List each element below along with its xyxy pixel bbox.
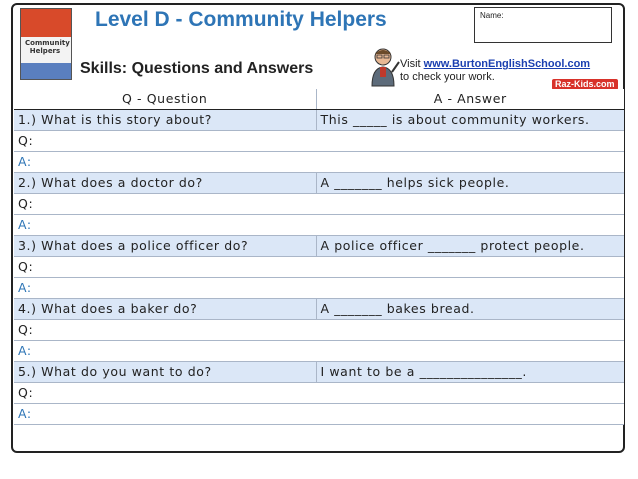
question-row xyxy=(14,172,624,193)
skills-subtitle: Skills: Questions and Answers xyxy=(80,60,314,77)
teacher-mascot-icon xyxy=(366,46,400,88)
visit-suffix: to check your work. xyxy=(400,71,495,83)
thumbnail-title: Community Helpers xyxy=(25,39,70,55)
a-prefix: A: xyxy=(14,403,624,424)
question-row xyxy=(14,235,624,256)
question-cell: 1.) What is this story about? xyxy=(14,109,316,130)
question-row xyxy=(14,109,624,130)
answer-cell: A _______ helps sick people. xyxy=(316,172,624,193)
question-cell: 5.) What do you want to do? xyxy=(14,361,316,382)
question-column-header: Q - Question xyxy=(14,89,316,109)
name-label: Name: xyxy=(480,11,504,20)
a-write-line[interactable] xyxy=(14,277,624,298)
q-write-line[interactable] xyxy=(14,319,624,340)
q-prefix: Q: xyxy=(14,256,624,277)
a-prefix: A: xyxy=(14,340,624,361)
q-prefix: Q: xyxy=(14,319,624,340)
a-prefix: A: xyxy=(14,214,624,235)
a-write-line[interactable] xyxy=(14,151,624,172)
q-write-line[interactable] xyxy=(14,130,624,151)
page-title: Level D - Community Helpers xyxy=(95,8,387,31)
answer-cell: I want to be a _______________. xyxy=(316,361,624,382)
website-link[interactable]: www.BurtonEnglishSchool.com xyxy=(423,58,591,70)
a-write-line[interactable] xyxy=(14,403,624,424)
a-prefix: A: xyxy=(14,277,624,298)
q-write-line[interactable] xyxy=(14,256,624,277)
question-cell: 4.) What does a baker do? xyxy=(14,298,316,319)
name-field[interactable] xyxy=(474,7,612,43)
a-write-line[interactable] xyxy=(14,340,624,361)
q-write-line[interactable] xyxy=(14,382,624,403)
a-write-line[interactable] xyxy=(14,214,624,235)
question-row xyxy=(14,361,624,382)
qa-table xyxy=(14,89,624,425)
question-cell: 2.) What does a doctor do? xyxy=(14,172,316,193)
answer-column-header: A - Answer xyxy=(316,89,624,109)
q-prefix: Q: xyxy=(14,130,624,151)
raz-kids-logo: Raz-Kids.com xyxy=(552,79,618,90)
a-prefix: A: xyxy=(14,151,624,172)
question-row xyxy=(14,298,624,319)
q-prefix: Q: xyxy=(14,382,624,403)
answer-cell: A _______ bakes bread. xyxy=(316,298,624,319)
answer-cell: A police officer _______ protect people. xyxy=(316,235,624,256)
visit-note: Visit www.BurtonEnglishSchool.com to check your work. xyxy=(400,58,591,83)
answer-cell: This _____ is about community workers. xyxy=(316,109,624,130)
q-prefix: Q: xyxy=(14,193,624,214)
q-write-line[interactable] xyxy=(14,193,624,214)
question-cell: 3.) What does a police officer do? xyxy=(14,235,316,256)
book-cover-thumbnail xyxy=(20,8,72,80)
